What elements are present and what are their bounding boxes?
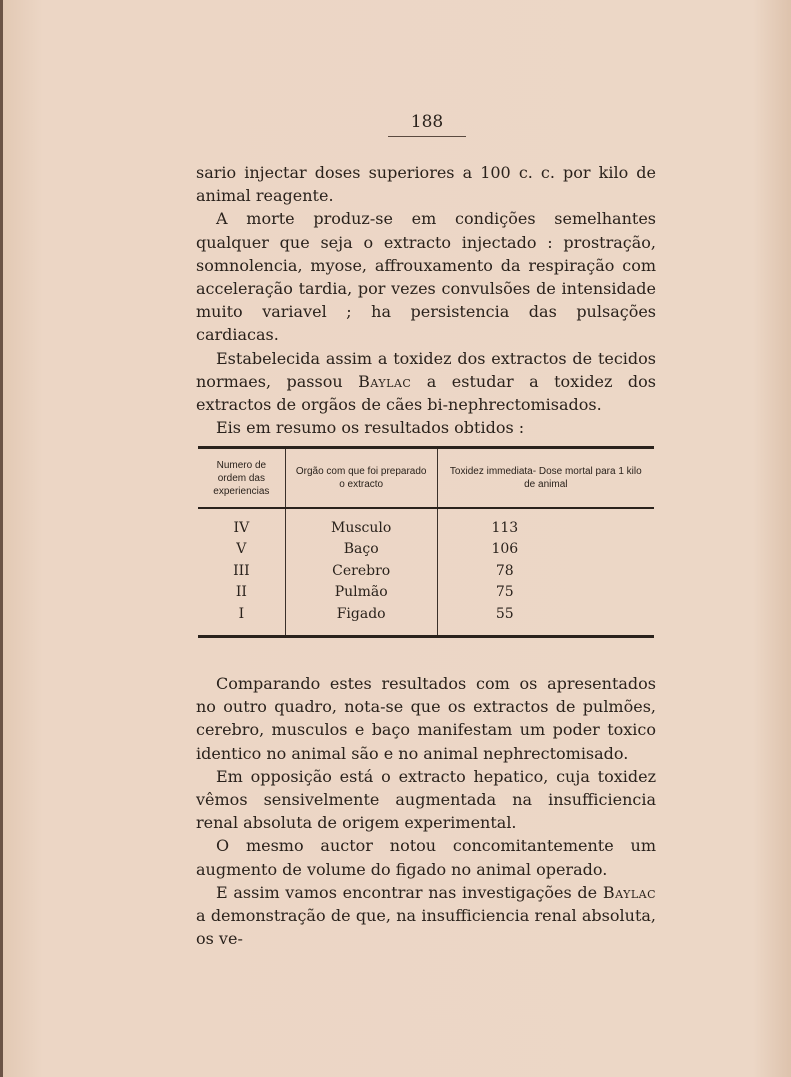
table-row (198, 582, 654, 604)
author-name: Baylac (358, 371, 412, 391)
text-run: a estudar a toxidez dos extractos de orgãos de cães bi-nephrectomisados. (196, 371, 657, 415)
paragraph: A morte produz-se em condições semelhantes qualquer que seja o extracto injectado : prostração, somnolencia, myose, affrouxamento da respiração com acceleração tardia, por vezes convulsões de intensidade muito variavel ; ha persistencia das pulsações cardiacas. (196, 209, 656, 345)
table-cell: 113 (491, 519, 519, 536)
table-header-row (198, 448, 654, 509)
text-run: a demonstração de que, na insufficiencia renal absoluta, os ve- (196, 906, 656, 949)
table-cell: Baço (285, 539, 437, 561)
page-number: 188 (388, 112, 466, 137)
text-block-top (196, 161, 656, 439)
table-cell: Musculo (285, 508, 437, 539)
table-cell: 78 (495, 562, 514, 579)
table-row (198, 508, 654, 539)
table-cell: V (198, 539, 285, 561)
table-cell: Figado (285, 603, 437, 636)
paragraph (196, 881, 656, 951)
paragraph: sario injectar doses superiores a 100 c. c. por kilo de animal reagente. (196, 163, 656, 206)
paragraph: Em opposição está o extracto hepatico, cuja toxidez vêmos sensivelmente augmentada na insufficiencia renal absoluta de origem experimental. (196, 766, 656, 833)
paragraph: Comparando estes resultados com os apresentados no outro quadro, nota-se que os extractos de pulmões, cerebro, musculos e baço manifestam um poder toxico identico no animal são e no animal nephrectomisado. (196, 674, 656, 763)
table-cell: 55 (495, 605, 514, 622)
text-block-bottom (196, 672, 656, 950)
table-row (198, 560, 654, 582)
table-row (198, 603, 654, 636)
table-cell: IV (198, 508, 285, 539)
paragraph (196, 347, 656, 417)
table-cell: 106 (491, 541, 519, 558)
table-cell: III (198, 560, 285, 582)
table-cell: I (198, 603, 285, 636)
paragraph: Eis em resumo os resultados obtidos : (216, 418, 525, 438)
table-cell: Pulmão (285, 582, 437, 604)
column-header: Toxidez immediata- Dose mortal para 1 kilo de animal (437, 448, 654, 509)
table-cell: II (198, 582, 285, 604)
author-name: Baylac (602, 882, 656, 902)
table-cell: Cerebro (285, 560, 437, 582)
results-table (198, 446, 654, 638)
column-header: Orgão com que foi preparado o extracto (285, 448, 437, 509)
column-header: Numero de ordem das experiencias (198, 448, 285, 509)
text-run: Estabelecida assim a toxidez dos extractos de tecidos normaes, passou (196, 348, 656, 391)
paragraph: O mesmo auctor notou concomitantemente um augmento de volume do figado no animal operado. (196, 836, 656, 879)
table-row (198, 539, 654, 561)
table-cell: 75 (495, 584, 514, 601)
text-run: E assim vamos encontrar nas investigações de (216, 882, 603, 902)
